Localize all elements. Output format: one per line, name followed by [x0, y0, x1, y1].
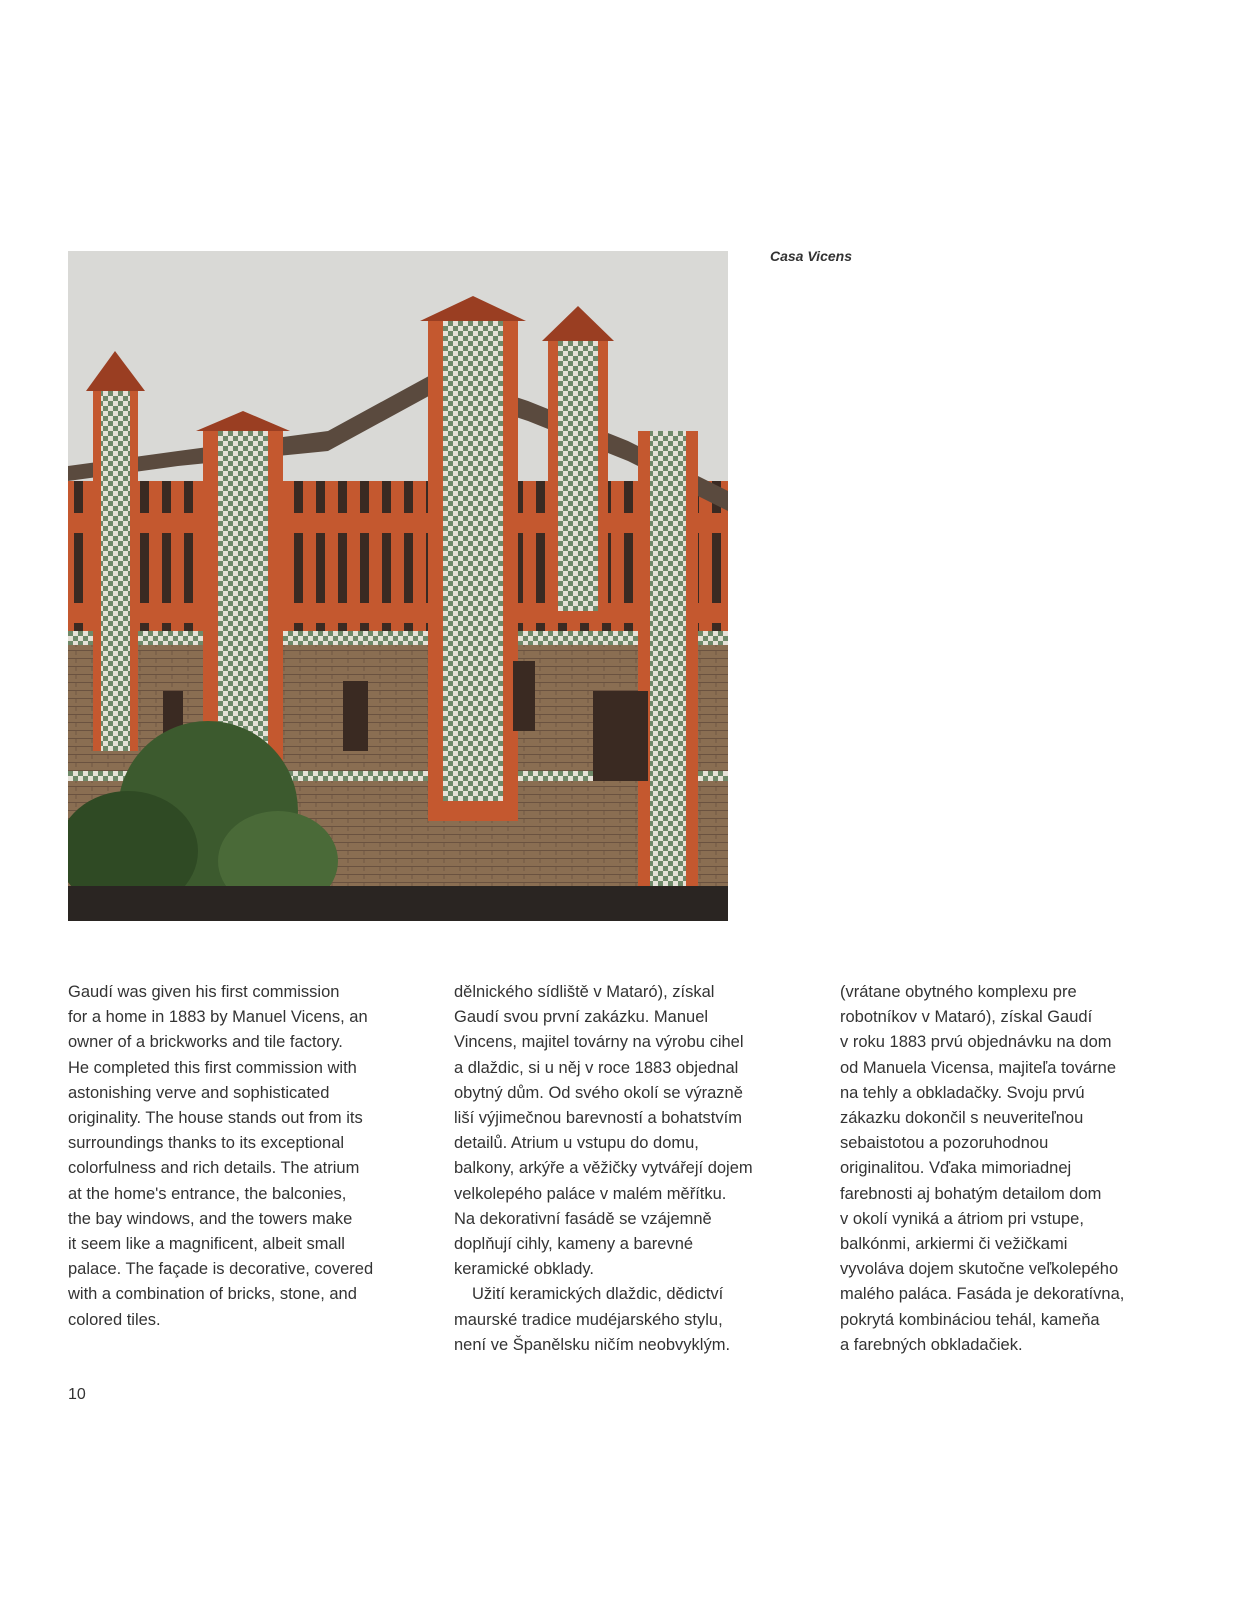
- text-line: astonishing verve and sophisticated: [68, 1083, 330, 1102]
- text-line: palace. The façade is decorative, covered: [68, 1260, 374, 1279]
- paragraph: [454, 980, 794, 1282]
- text-line: originalitou. Vďaka mimoriadnej: [840, 1159, 1072, 1178]
- text-line: liší výjimečnou barevností a bohatstvím: [454, 1109, 742, 1128]
- text-column-slovak: [840, 980, 1190, 1358]
- building-illustration: [68, 251, 728, 921]
- text-line: He completed this first commission with: [68, 1058, 357, 1077]
- text-line: with a combination of bricks, stone, and: [68, 1285, 357, 1304]
- text-line: obytný dům. Od svého okolí se výrazně: [454, 1083, 743, 1102]
- text-line: keramické obklady.: [454, 1260, 595, 1279]
- text-line: doplňují cihly, kameny a barevné: [454, 1235, 694, 1254]
- text-line: malého paláca. Fasáda je dekoratívna,: [840, 1285, 1125, 1304]
- text-line: zákazku dokončil s neuveriteľnou: [840, 1109, 1084, 1128]
- page-number: 10: [68, 1386, 86, 1403]
- text-line: velkolepého paláce v malém měřítku.: [454, 1184, 727, 1203]
- text-line: v roku 1883 prvú objednávku na dom: [840, 1033, 1112, 1052]
- casa-vicens-photo: [68, 251, 728, 921]
- text-line: the bay windows, and the towers make: [68, 1209, 353, 1228]
- paragraph: [840, 980, 1190, 1358]
- text-line: maurské tradice mudéjarského stylu,: [454, 1310, 723, 1329]
- text-line: it seem like a magnificent, albeit small: [68, 1235, 345, 1254]
- text-line: for a home in 1883 by Manuel Vicens, an: [68, 1008, 368, 1027]
- text-line: balkónmi, arkiermi či vežičkami: [840, 1235, 1068, 1254]
- text-line: od Manuela Vicensa, majiteľa továrne: [840, 1058, 1117, 1077]
- text-line: farebnosti aj bohatým detailom dom: [840, 1184, 1102, 1203]
- text-line: Gaudí svou první zakázku. Manuel: [454, 1008, 709, 1027]
- paragraph: [454, 1282, 794, 1358]
- text-line: vyvoláva dojem skutočne veľkolepého: [840, 1260, 1119, 1279]
- text-line: robotníkov v Mataró), získal Gaudí: [840, 1008, 1093, 1027]
- text-column-czech: [454, 980, 794, 1358]
- text-line: colorfulness and rich details. The atrium: [68, 1159, 360, 1178]
- text-line: a farebných obkladačiek.: [840, 1335, 1023, 1354]
- text-line: originality. The house stands out from its: [68, 1109, 363, 1128]
- text-line: Na dekorativní fasádě se vzájemně: [454, 1209, 712, 1228]
- text-line: Užití keramických dlaždic, dědictví: [472, 1285, 724, 1304]
- text-line: owner of a brickworks and tile factory.: [68, 1033, 343, 1052]
- text-line: surroundings thanks to its exceptional: [68, 1134, 345, 1153]
- paragraph: [68, 980, 408, 1333]
- text-line: detailů. Atrium u vstupu do domu,: [454, 1134, 699, 1153]
- text-line: (vrátane obytného komplexu pre: [840, 983, 1077, 1001]
- text-line: dělnického sídliště v Mataró), získal: [454, 983, 715, 1001]
- text-line: a dlaždic, si u něj v roce 1883 objednal: [454, 1058, 739, 1077]
- text-column-english: [68, 980, 408, 1333]
- text-line: colored tiles.: [68, 1310, 161, 1329]
- text-line: sebaistotou a pozoruhodnou: [840, 1134, 1049, 1153]
- text-line: Vincens, majitel továrny na výrobu cihel: [454, 1033, 744, 1052]
- text-line: na tehly a obkladačky. Svoju prvú: [840, 1083, 1085, 1102]
- text-line: není ve Španělsku ničím neobvyklým.: [454, 1335, 731, 1354]
- text-line: Gaudí was given his first commission: [68, 983, 340, 1001]
- text-line: pokrytá kombináciou tehál, kameňa: [840, 1310, 1100, 1329]
- text-line: balkony, arkýře a věžičky vytvářejí dojem: [454, 1159, 753, 1178]
- text-line: at the home's entrance, the balconies,: [68, 1184, 347, 1203]
- photo-caption: Casa Vicens: [770, 248, 852, 264]
- text-line: v okolí vyniká a átriom pri vstupe,: [840, 1209, 1084, 1228]
